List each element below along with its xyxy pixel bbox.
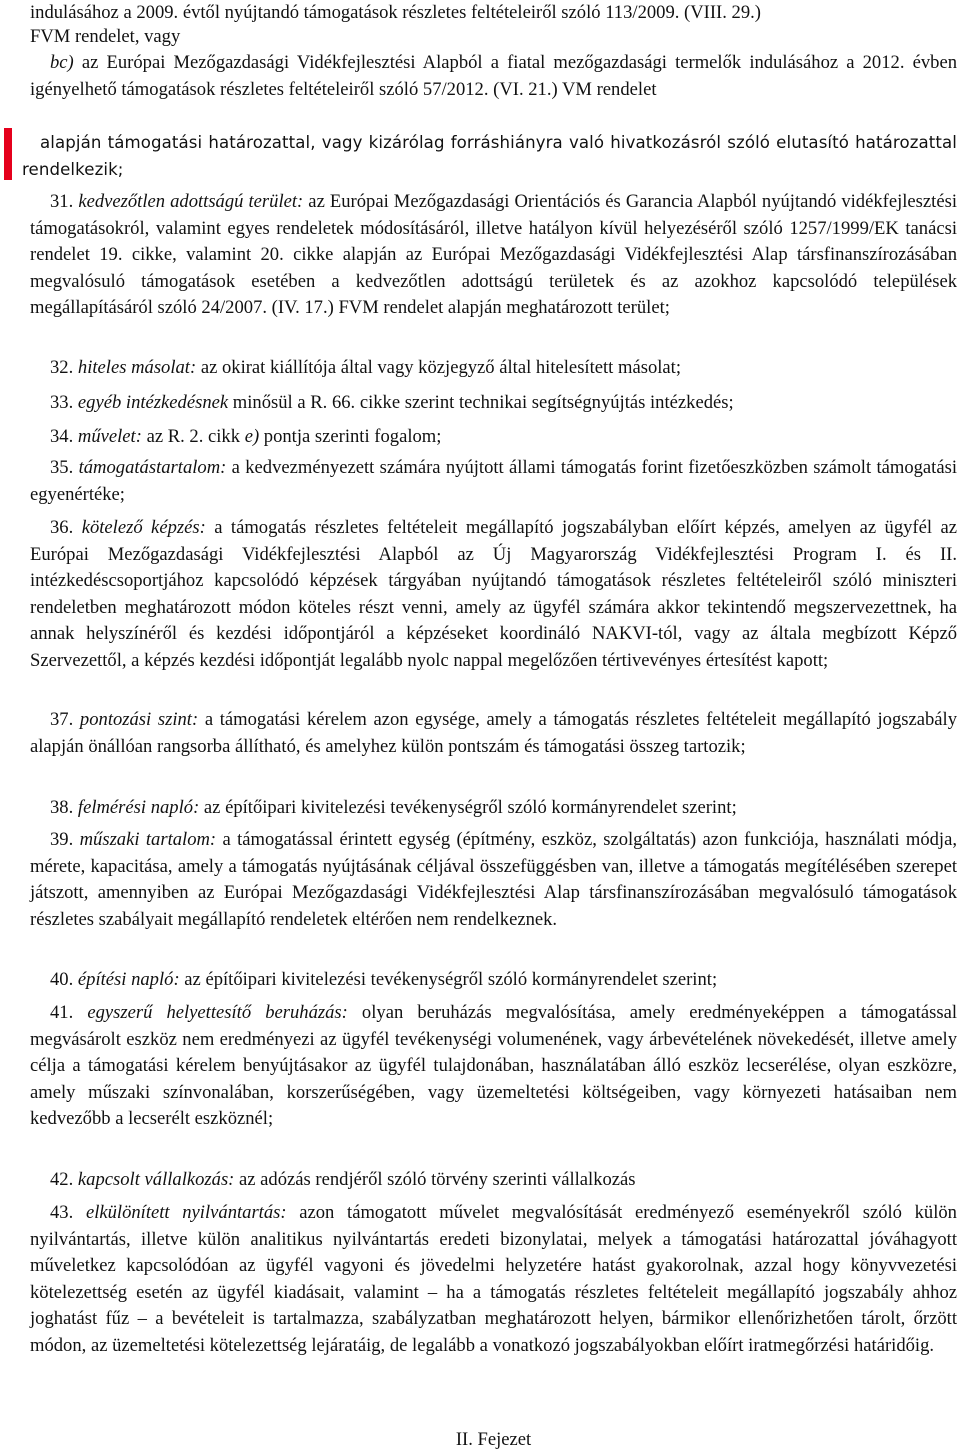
line-continuation-1: indulásához a 2009. évtől nyújtandó támogatások részletes feltételeiről szóló 113/2009. (VIII. 29.) [30,2,761,23]
bc-label: bc) [50,52,74,73]
paragraph-bc [30,50,957,103]
definition-36: 36. kötelező képzés: a támogatás részletes feltételeit megállapító jogszabályban előírt képzés, amelyen az ügyfél az Európai Mezőgazdasági Vidékfejlesztési Alapból az Új Magyarország Vidékfejlesztési Program I. és II. intézkedéscsoportjához kapcsolódó képzések tárgyában nyújtandó támogatások részletes feltételeiről szóló miniszteri rendeletben meghatározott módon köteles részt venni, amely az ügyfél számára akkor tekintendő megszervezettnek, ha annak helyszínéről és kezdési időpontjáról a képzéseket koordináló NAKVI-tól, vagy az általa megbízott Képző Szervezettől, a képzés kezdési időpontját legalább nyolc nappal megelőzően tértivevényes értesítést kapott; [30,517,957,671]
change-marker [4,128,12,180]
definition-32: 32. hiteles másolat: az okirat kiállítója által vagy közjegyző által hitelesített másolat; [50,357,681,378]
definition-41: 41. egyszerű helyettesítő beruházás: olyan beruházás megvalósítása, amely eredményeképpen a támogatással megvásárolt eszköz nem eredményezi az ügyfél tevékenységi volumenének, vagy árbevételének növekedését, illetve amely célja a támogatási kérelem benyújtásakor az ügyfél tulajdonában, használatában álló eszköz lecserélése, olyan eszközre, amely műszaki színvonalában, korszerűségében, vagy üzemeltetési költségeiben, vagy környezeti hatásaiban nem kedvezőbb a lecserélt eszköznél; [30,1002,957,1129]
definition-38: 38. felmérési napló: az építőipari kivitelezési tevékenységről szóló kormányrendelet szerint; [50,797,737,818]
definition-43: 43. elkülönített nyilvántartás: azon támogatott művelet megvalósítását eredményező eseményekről szóló külön nyilvántartás, illetve külön analitikus nyilvántartás eredeti bizonylatai, melyek a támogatási határozattal jóváhagyott műveletkez kapcsolódóan az ügyfél vagyoni és jövedelmi helyzetére hatást gyakorolnak, azzal hogy könyvvezetési kötelezettség esetén az ügyfél kiadásait, valamint – ha a támogatás részletes feltételeit megállapító jogszabály ahhoz joghatást fűz – a bevételeit is tartalmazza, szabályzatban meghatározott helyen, bármikor ellenőrizhetően tárolt, őrzött módon, az üzemeltetési kötelezettség lejáratáig, de legalább a vonatkozó jogszabályokban előírt iratmegőrzési határidőig. [30,1202,957,1356]
definition-40: 40. építési napló: az építőipari kivitelezési tevékenységről szóló kormányrendelet szerint; [50,969,718,990]
definition-35: 35. támogatástartalom: a kedvezményezett számára nyújtott állami támogatás forint fizetőeszközben számolt támogatási egyenértéke; [30,457,958,505]
line-continuation-2: FVM rendelet, vagy [30,26,181,47]
definition-39: 39. műszaki tartalom: a támogatással érintett egység (építmény, eszköz, szolgáltatás) azon funkciója, használati módja, mérete, kapacitása, amely a támogatás nyújtásának céljával összefüggésben van, illetve a támogatás megítélésében szerepet játszott, amennyiben az Európai Mezőgazdasági Vidékfejlesztési Alap társfinanszírozásában megvalósuló támogatások részletes szabályait megállapító rendeletek eltérően nem rendelkeznek. [30,829,957,930]
definition-31: 31. kedvezőtlen adottságú terület: az Európai Mezőgazdasági Orientációs és Garancia Alapból nyújtandó vidékfejlesztési támogatásokról, valamint egyes rendeletek módosításáról, illetve hatályon kívül helyezéséről szóló 1257/1999/EK tanácsi rendelet 19. cikke, valamint 20. cikke alapján az Európai Mezőgazdasági Vidékfejlesztési Alap társfinanszírozásában megvalósuló támogatások esetében a kedvezőtlen adottságú területek és az azokhoz kapcsolódó települések megállapításáról szóló 24/2007. (IV. 17.) FVM rendelet alapján meghatározott terület; [30,191,957,318]
definition-33: 33. egyéb intézkedésnek minősül a R. 66. cikke szerint technikai segítségnyújtás intézkedés; [50,392,734,413]
paragraph-alapjan: alapján támogatási határozattal, vagy kizárólag forráshiányra való hivatkozásról szóló elutasító határozattal rendelkezik; [22,133,957,179]
definition-37: 37. pontozási szint: a támogatási kérelem azon egysége, amely a támogatás részletes feltételeit megállapító jogszabály alapján önállóan rangsorba állítható, és amelyhez külön pontszám és támogatási összeg tartozik; [30,709,957,757]
bc-text: az Európai Mezőgazdasági Vidékfejlesztési Alapból a fiatal mezőgazdasági termelők indulásához a 2012. évben igényelhető támogatások részletes feltételeiről szóló 57/2012. (VI. 21.) VM rendelet [30,52,957,100]
chapter-heading: II. Fejezet [455,1429,532,1450]
definition-42: 42. kapcsolt vállalkozás: az adózás rendjéről szóló törvény szerinti vállalkozás [50,1169,636,1190]
definition-34: 34. művelet: az R. 2. cikk e) pontja szerinti fogalom; [50,426,442,447]
